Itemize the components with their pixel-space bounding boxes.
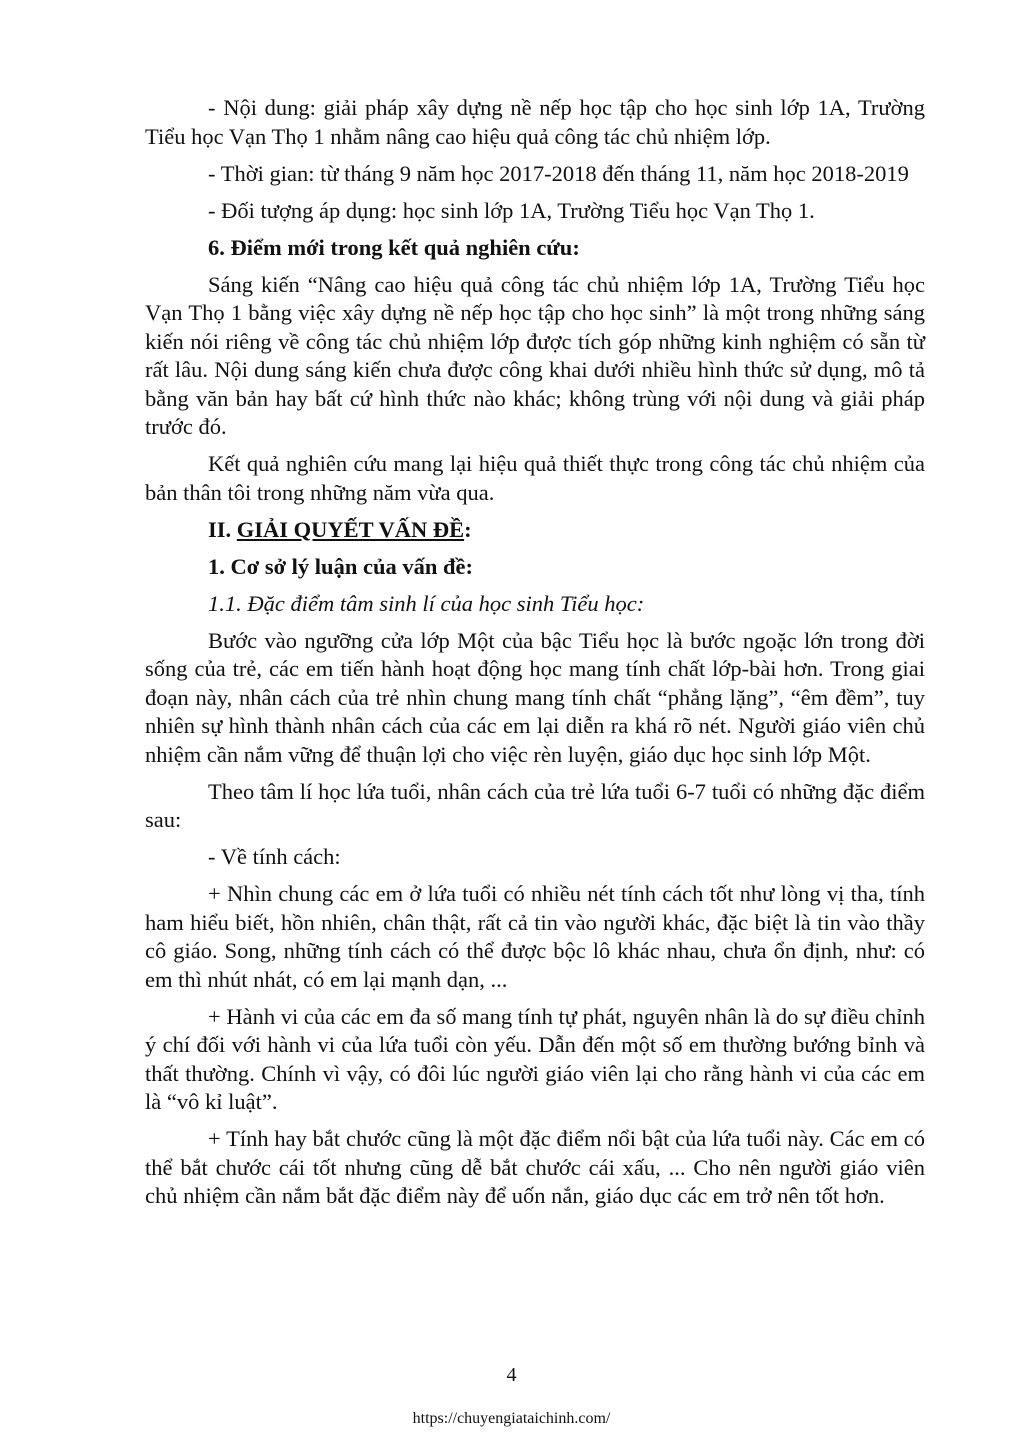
heading-psychology: 1.1. Đặc điểm tâm sinh lí của học sinh Tiểu học: (208, 590, 645, 616)
paragraph-good-traits: + Nhìn chung các em ở lứa tuổi có nhiều nét tính cách tốt như lòng vị tha, tính ham hiểu biết, hồn nhiên, chân thật, rất cả tin vào người khác, đặc biệt là tin vào thầy cô giáo. Song, những tính cách có thể được bộc lô khác nhau, chưa ổn định, như: có em thì nhút nhát, có em lại mạnh dạn, ... (145, 881, 925, 992)
heading-new-points: 6. Điểm mới trong kết quả nghiên cứu: (208, 234, 580, 260)
page-number: 4 (506, 1364, 517, 1386)
paragraph-content: - Nội dung: giải pháp xây dựng nề nếp học tập cho học sinh lớp 1A, Trường Tiểu học Vạn Thọ 1 nhằm nâng cao hiệu quả công tác chủ nhiệm lớp. (145, 95, 925, 149)
heading-section-ii-suffix: : (464, 516, 472, 542)
page-content (145, 94, 925, 1219)
paragraph-initiative: Sáng kiến “Nâng cao hiệu quả công tác chủ nhiệm lớp 1A, Trường Tiểu học Vạn Thọ 1 bằng việc xây dựng nề nếp học tập cho học sinh” là một trong những sáng kiến nói riêng về công tác chủ nhiệm lớp được tích góp những kinh nghiệm có sẵn từ rất lâu. Nội dung sáng kiến chưa được công khai dưới nhiều hình thức sử dụng, mô tả bằng văn bản hay bất cứ hình thức nào khác; không trùng với nội dung và giải pháp trước đó. (145, 271, 925, 439)
paragraph-results: Kết quả nghiên cứu mang lại hiệu quả thiết thực trong công tác chủ nhiệm của bản thân tôi trong những năm vừa qua. (145, 451, 925, 505)
heading-theory-basis: 1. Cơ sở lý luận của vấn đề: (208, 553, 473, 579)
paragraph-target: - Đối tượng áp dụng: học sinh lớp 1A, Trường Tiểu học Vạn Thọ 1. (208, 197, 815, 223)
heading-section-ii-title: GIẢI QUYẾT VẤN ĐỀ (236, 516, 465, 542)
paragraph-imitation: + Tính hay bắt chước cũng là một đặc điểm nổi bật của lứa tuổi này. Các em có thể bắt chước cái tốt nhưng cũng dễ bắt chước cái xấu, ... Cho nên người giáo viên chủ nhiệm cần nắm bắt đặc điểm này để uốn nắn, giáo dục các em trở nên tốt hơn. (145, 1126, 925, 1208)
paragraph-age-psychology: Theo tâm lí học lứa tuổi, nhân cách của trẻ lứa tuổi 6-7 tuổi có những đặc điểm sau: (145, 778, 925, 832)
paragraph-grade-one: Bước vào ngưỡng cửa lớp Một của bậc Tiểu học là bước ngoặc lớn trong đời sống của trẻ, các em tiến hành hoạt động học mang tính chất lớp-bài hơn. Trong giai đoạn này, nhân cách của trẻ nhìn chung mang tính chất “phẳng lặng”, “êm đềm”, tuy nhiên sự hình thành nhân cách của các em lại diễn ra khá rõ nét. Người giáo viên chủ nhiệm cần nắm vững để thuận lợi cho việc rèn luyện, giáo dục học sinh lớp Một. (145, 627, 925, 767)
heading-section-ii-prefix: II. (208, 516, 237, 542)
paragraph-personality: - Về tính cách: (208, 844, 341, 869)
paragraph-time: - Thời gian: từ tháng 9 năm học 2017-2018 đến tháng 11, năm học 2018-2019 (208, 160, 909, 186)
footer-url: https://chuyengiataichinh.com/ (412, 1410, 611, 1427)
paragraph-behavior: + Hành vi của các em đa số mang tính tự phát, nguyên nhân là do sự điều chỉnh ý chí đối với hành vi của lứa tuổi còn yếu. Dẫn đến một số em thường bướng bỉnh và thất thường. Chính vì vậy, có đôi lúc người giáo viên lại cho rằng hành vi của các em là “vô kỉ luật”. (145, 1003, 925, 1114)
heading-section-ii (145, 516, 925, 545)
